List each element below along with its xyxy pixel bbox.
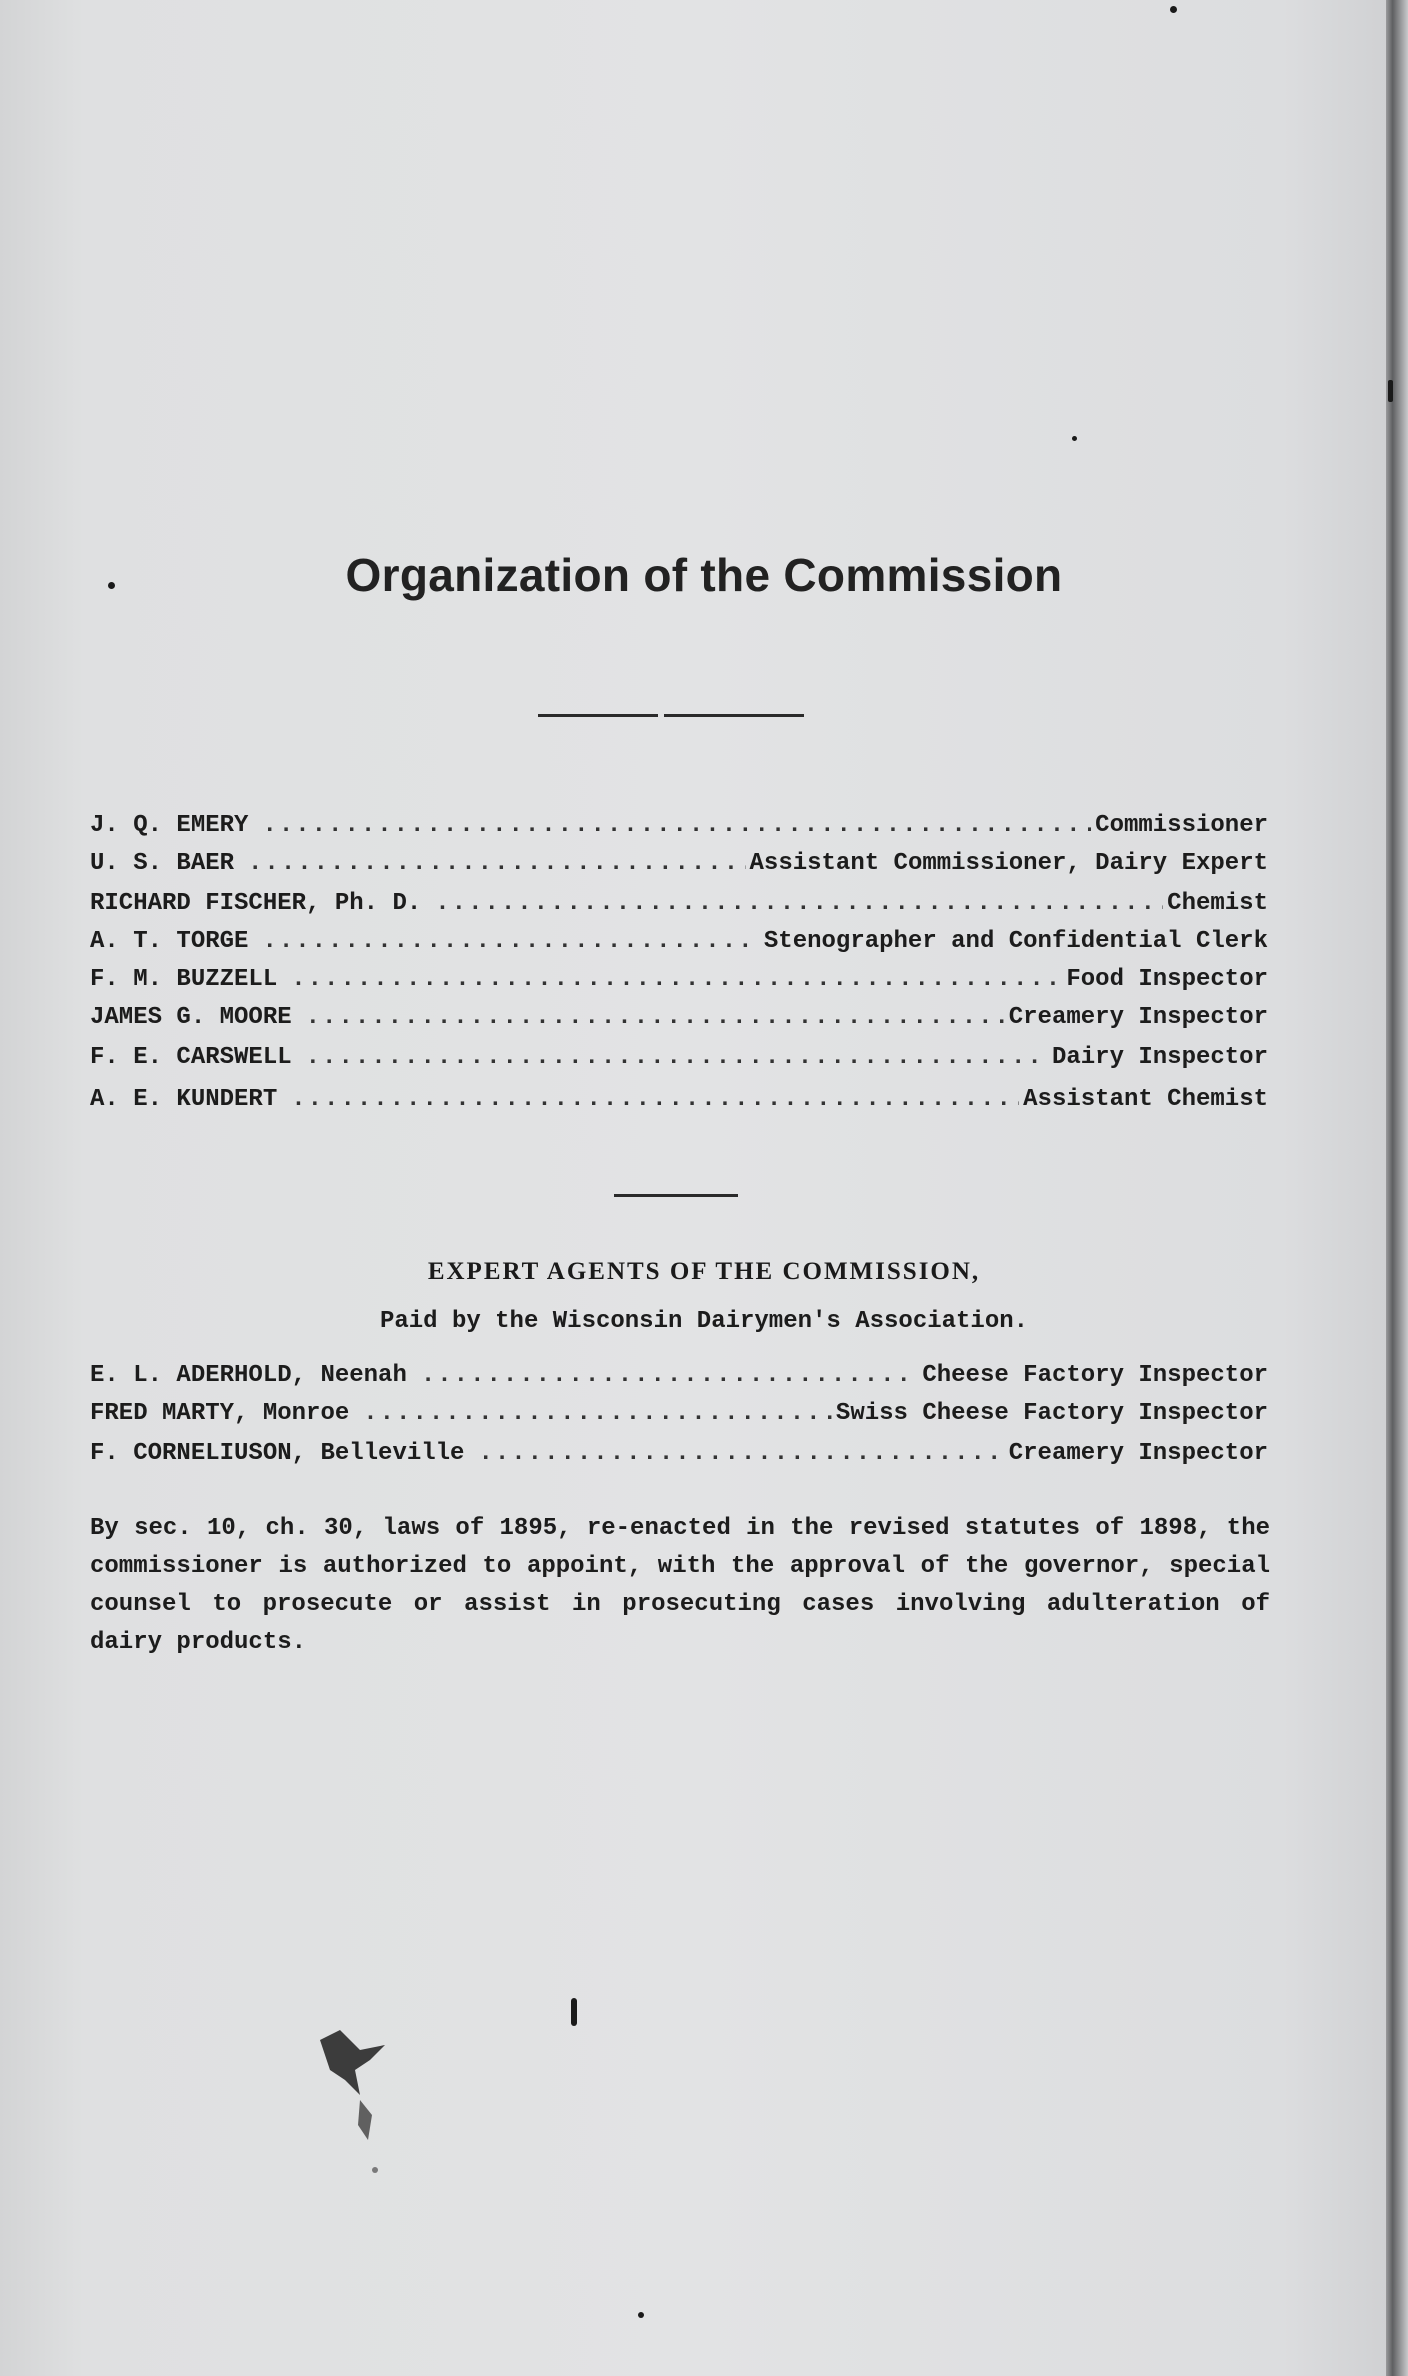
statute-note: By sec. 10, ch. 30, laws of 1895, re-enacted in the revised statutes of 1898, the commissioner is authorized to appoint, with the approval of the governor, special counsel to prosecute or assist in prosecuting cases involving adulteration of dairy products. bbox=[90, 1515, 1270, 1656]
scan-speck bbox=[1388, 380, 1393, 402]
staff-name: A. E. KUNDERT bbox=[90, 1086, 278, 1113]
title-divider-right bbox=[664, 714, 804, 717]
staff-role: Commissioner bbox=[1095, 812, 1268, 839]
page-edge-shadow bbox=[1386, 0, 1408, 2376]
staff-role: Food Inspector bbox=[1066, 966, 1268, 993]
leader-dots bbox=[478, 1440, 1004, 1467]
staff-row bbox=[90, 928, 1268, 955]
page-title: Organization of the Commission bbox=[345, 549, 1063, 601]
staff-row bbox=[90, 1086, 1268, 1113]
leader-dots bbox=[291, 966, 1062, 993]
agents-subheading: Paid by the Wisconsin Dairymen's Association. bbox=[379, 1308, 1029, 1335]
staff-row bbox=[90, 850, 1268, 877]
staff-name: F. M. BUZZELL bbox=[90, 966, 278, 993]
staff-role: Dairy Inspector bbox=[1051, 1044, 1268, 1071]
leader-dots bbox=[421, 1362, 918, 1389]
leader-dots bbox=[363, 1400, 832, 1427]
leader-dots bbox=[291, 1086, 1019, 1113]
agent-role: Creamery Inspector bbox=[1008, 1440, 1268, 1467]
ink-smudge bbox=[300, 2000, 440, 2200]
leader-dots bbox=[248, 850, 745, 877]
scan-speck bbox=[108, 582, 115, 589]
agent-role: Cheese Factory Inspector bbox=[922, 1362, 1268, 1389]
agents-heading: EXPERT AGENTS OF THE COMMISSION, bbox=[427, 1258, 981, 1285]
staff-name: RICHARD FISCHER, Ph. D. bbox=[90, 890, 422, 917]
staff-role: Assistant Chemist bbox=[1023, 1086, 1268, 1113]
staff-name: JAMES G. MOORE bbox=[90, 1004, 292, 1031]
staff-row bbox=[90, 1044, 1268, 1071]
staff-row bbox=[90, 890, 1268, 917]
agent-name: F. CORNELIUSON, Belleville bbox=[90, 1440, 465, 1467]
staff-role: Stenographer and Confidential Clerk bbox=[763, 928, 1268, 955]
agent-row bbox=[90, 1440, 1268, 1467]
agent-row bbox=[90, 1400, 1268, 1427]
staff-name: A. T. TORGE bbox=[90, 928, 249, 955]
staff-role: Chemist bbox=[1167, 890, 1268, 917]
staff-role: Creamery Inspector bbox=[1008, 1004, 1268, 1031]
leader-dots bbox=[262, 812, 1091, 839]
staff-row bbox=[90, 966, 1268, 993]
scan-speck bbox=[1072, 436, 1077, 441]
leader-dots bbox=[306, 1044, 1048, 1071]
staff-name: J. Q. EMERY bbox=[90, 812, 249, 839]
staff-name: F. E. CARSWELL bbox=[90, 1044, 292, 1071]
staff-row bbox=[90, 812, 1268, 839]
section-divider bbox=[614, 1194, 738, 1197]
scan-speck bbox=[571, 1998, 577, 2026]
agent-row bbox=[90, 1362, 1268, 1389]
staff-name: U. S. BAER bbox=[90, 850, 235, 877]
title-divider-left bbox=[538, 714, 658, 717]
staff-row bbox=[90, 1004, 1268, 1031]
agent-name: E. L. ADERHOLD, Neenah bbox=[90, 1362, 407, 1389]
leader-dots bbox=[306, 1004, 1005, 1031]
scan-speck bbox=[1170, 6, 1177, 13]
leader-dots bbox=[262, 928, 759, 955]
agent-role: Swiss Cheese Factory Inspector bbox=[835, 1400, 1268, 1427]
scan-speck bbox=[638, 2312, 644, 2318]
staff-role: Assistant Commissioner, Dairy Expert bbox=[749, 850, 1268, 877]
leader-dots bbox=[435, 890, 1163, 917]
agent-name: FRED MARTY, Monroe bbox=[90, 1400, 350, 1427]
